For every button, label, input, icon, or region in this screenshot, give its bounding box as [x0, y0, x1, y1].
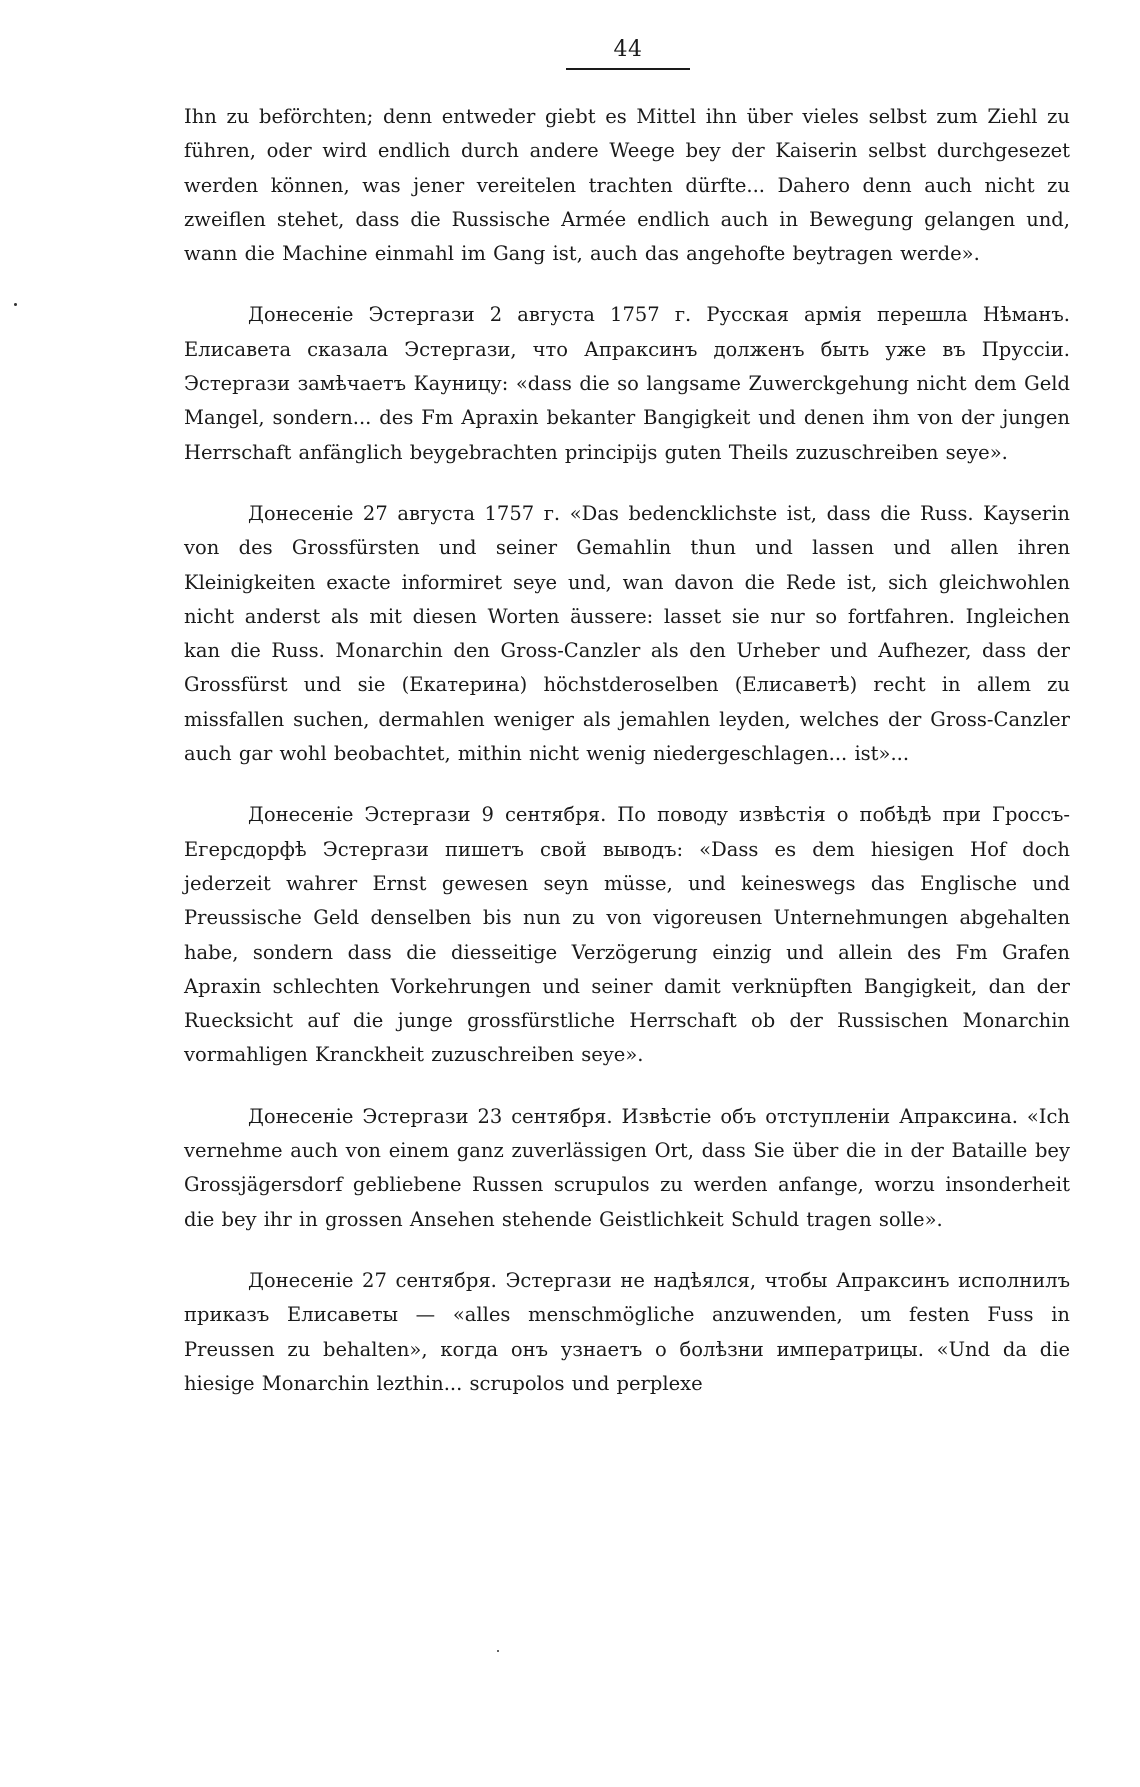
paragraph-report-27-september: Донесеніе 27 сентября. Эстергази не надѣялся, чтобы Апраксинъ исполнилъ приказъ Елисаветы — «alles menschmögliche anzuwenden, um festen Fuss in Preussen zu behalten», когда онъ узнаетъ о болѣзни императрицы. «Und da die hiesige Monarchin lezthin... scrupolos und perplexe	[184, 1268, 1070, 1395]
page-number-block	[566, 36, 690, 70]
print-speck	[497, 1650, 499, 1652]
paragraph-report-23-september: Донесеніе Эстергази 23 сентября. Извѣстіе объ отступленіи Апраксина. «Ich vernehme auch von einem ganz zuverlässigen Ort, dass Sie über die in der Bataille bey Grossjägersdorf gebliebene Russen scrupulos zu werden anfange, worzu insonderheit die bey ihr in grossen Ansehen stehende Geistlichkeit Schuld tragen solle».	[184, 1104, 1070, 1231]
page-number: 44	[613, 37, 643, 62]
paragraph-report-9-september: Донесеніе Эстергази 9 сентября. По поводу извѣстія о побѣдѣ при Гроссъ-Егерсдорфѣ Эстергази пишетъ свой выводъ: «Dass es dem hiesigen Hof doch jederzeit wahrer Ernst gewesen seyn müsse, und keineswegs das Englische und Preussische Geld denselben bis nun zu von vigoreusen Unternehmungen abgehalten habe, sondern dass die diesseitige Verzögerung einzig und allein des Fm Grafen Apraxin schlechten Vorkehrungen und seiner damit verknüpften Bangigkeit, dan der Ruecksicht auf die junge grossfürstliche Herrschaft ob der Russischen Monarchin vormahligen Kranckheit zuzuschreiben seye».	[184, 803, 1070, 1067]
print-speck	[14, 303, 17, 306]
paragraph-report-27-august: Донесеніе 27 августа 1757 г. «Das bedencklichste ist, dass die Russ. Kayserin von des Grossfürsten und seiner Gemahlin thun und lassen und allen ihren Kleinigkeiten exacte informiret seye und, wan davon die Rede ist, sich gleichwohlen nicht anderst als mit diesen Worten äussere: lasset sie nur so fortfahren. Ingleichen kan die Russ. Monarchin den Gross-Canzler als den Urheber und Aufhezer, dass der Grossfürst und sie (Екатерина) höchstderoselben (Елисаветѣ) recht in allem zu missfallen suchen, dermahlen weniger als jemahlen leyden, welches der Gross-Canzler auch gar wohl beobachtet, mithin nicht wenig niedergeschlagen... ist»...	[184, 501, 1070, 766]
page-number-rule	[566, 68, 690, 70]
paragraph-report-2-august: Донесеніе Эстергази 2 августа 1757 г. Русская армія перешла Нѣманъ. Елисавета сказала Эстергази, что Апраксинъ долженъ быть уже въ Пруссіи. Эстергази замѣчаетъ Кауницу: «dass die so langsame Zuwerckgehung nicht dem Geld Mangel, sondern... des Fm Apraxin bekanter Bangigkeit und denen ihm von der jungen Herrschaft anfänglich beygebrachten principijs guten Theils zuzuschreiben seye».	[184, 303, 1070, 464]
paragraph-continuation: Ihn zu beförchten; denn entweder giebt es Mittel ihn über vieles selbst zum Ziehl zu führen, oder wird endlich durch andere Weege bey der Kaiserin selbst durchgesezet werden können, was jener vereitelen trachten dürfte... Dahero denn auch nicht zu zweiflen stehet, dass die Russische Armée endlich auch in Bewegung gelangen und, wann die Machine einmahl im Gang ist, auch das angehofte beytragen werde».	[184, 105, 1070, 266]
text-body	[184, 100, 1070, 1428]
